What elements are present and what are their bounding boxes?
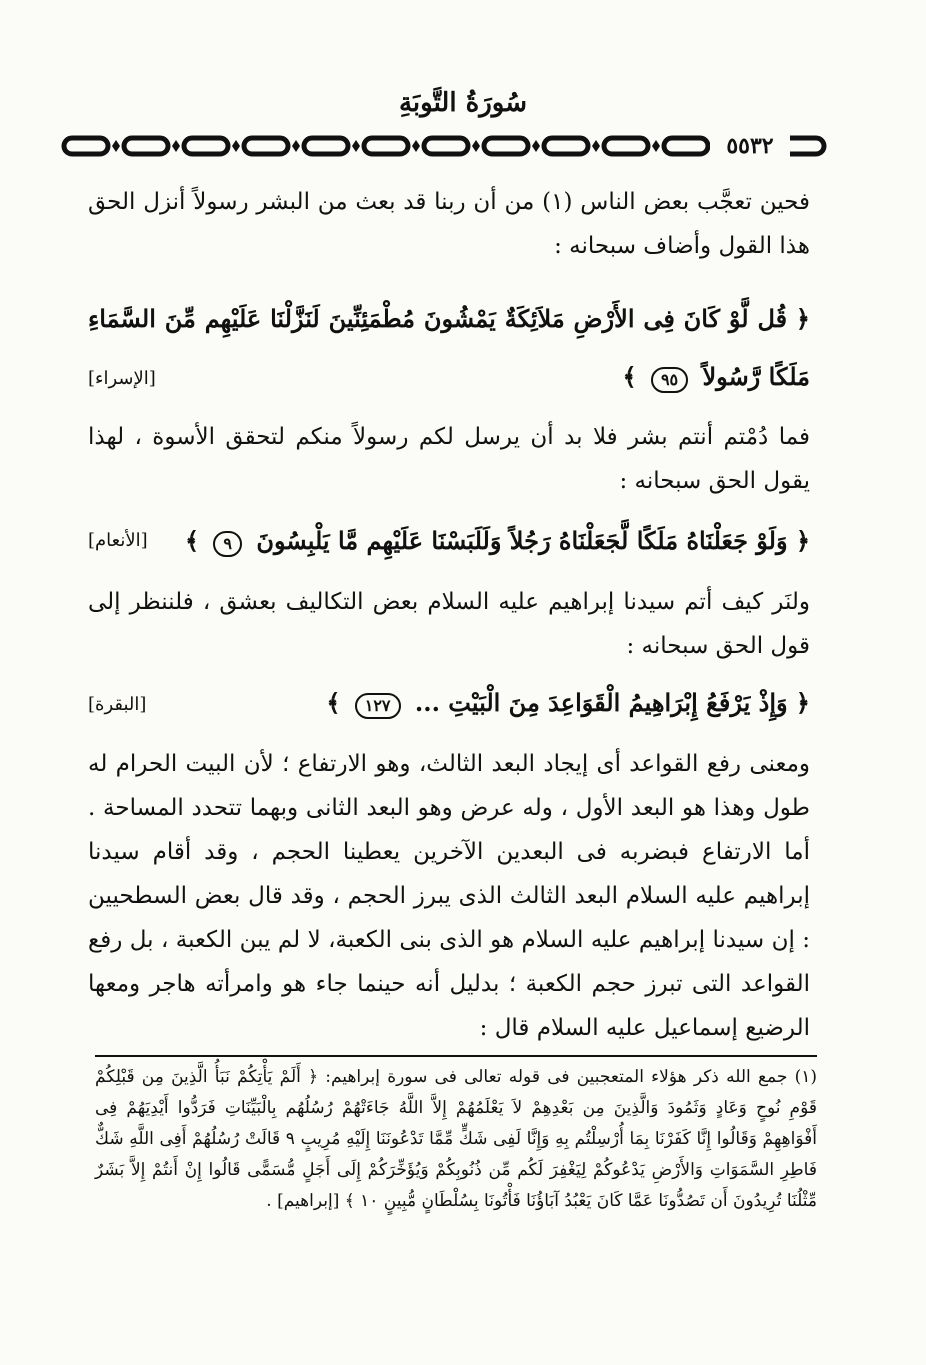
verse-source: [الإسراء]	[88, 368, 156, 389]
paragraph-1: فحين تعجَّب بعض الناس (١) من أن ربنا قد بعث من البشر رسولاً أنزل الحق هذا القول وأضاف سبحانه :	[88, 189, 810, 259]
paragraph-2: فما دُمْتم أنتم بشر فلا بد أن يرسل لكم رسولاً منكم لتحقق الأسوة ، لهذا يقول الحق سبحانه :	[88, 424, 810, 494]
quran-verse-1	[88, 290, 810, 406]
paragraph-3: ولنَر كيف أتم سيدنا إبراهيم عليه السلام بعض التكاليف بعشق ، فلننظر إلى قول الحق سبحانه :	[88, 589, 810, 659]
ayah-number-badge: ١٢٧	[355, 693, 401, 719]
verse-text: ﴿ وَإِذْ يَرْفَعُ إِبْرَاهِيمُ الْقَوَاعِدَ مِنَ الْبَيْتِ ...	[414, 688, 810, 717]
footnote-separator	[95, 1055, 817, 1057]
page-number: ٥٥٣٢	[710, 128, 790, 164]
ayah-number-badge: ٩	[213, 531, 242, 557]
surah-title: سُورَةُ التَّوبَةِ	[398, 88, 528, 118]
verse-text: ﴿ وَلَوْ جَعَلْنَاهُ مَلَكًا لَّجَعَلْنَاهُ رَجُلاً وَلَلَبَسْنَا عَلَيْهِم مَّا يَلْبِسُونَ	[256, 526, 810, 555]
quran-verse-2	[88, 512, 810, 570]
closing-bracket: ﴾	[184, 526, 199, 555]
closing-bracket: ﴾	[622, 362, 637, 391]
footnote: (١) جمع الله ذكر هؤلاء المتعجبين فى قوله تعالى فى سورة إبراهيم: ﴿ أَلَمْ يَأْتِكُمْ نَبَأُ الَّذِينَ مِن قَبْلِكُمْ قَوْمِ نُوحٍ وَعَادٍ وَثَمُودَ وَالَّذِينَ مِن بَعْدِهِمْ لاَ يَعْلَمُهُمْ إِلاَّ اللَّهُ جَاءَتْهُمْ رُسُلُهُم بِالْبَيِّنَاتِ فَرَدُّوا أَيْدِيَهُمْ فِى أَفْوَاهِهِمْ وَقَالُوا إِنَّا كَفَرْنَا بِمَا أُرْسِلْتُم بِهِ وَإِنَّا لَفِى شَكٍّ مِّمَّا تَدْعُونَنَا إِلَيْهِ مُرِيبٍ ٩ قَالَتْ رُسُلُهُمْ أَفِى اللَّهِ شَكٌّ فَاطِرِ السَّمَوَاتِ وَالأَرْضِ يَدْعُوكُمْ لِيَغْفِرَ لَكُم مِّن ذُنُوبِكُمْ وَيُؤَخِّرَكُمْ إِلَى أَجَلٍ مُّسَمًّى قَالُوا إِنْ أَنتُمْ إِلاَّ بَشَرٌ مِّثْلُنَا تُرِيدُونَ أَن تَصُدُّونَا عَمَّا كَانَ يَعْبُدُ آبَاؤُنَا فَأْتُونَا بِسُلْطَانٍ مُّبِينٍ ١٠ ﴾ [إبراهيم] .	[95, 1067, 818, 1211]
verse-text: ﴿ قُل لَّوْ كَانَ فِى الأَرْضِ مَلاَئِكَةٌ يَمْشُونَ مُطْمَئِنِّينَ لَنَزَّلْنَا عَلَيْهِم مِّنَ السَّمَاءِ مَلَكًا رَّسُولاً	[88, 304, 810, 391]
quran-verse-3	[88, 674, 810, 732]
verse-source: [الأنعام]	[88, 530, 148, 551]
verse-source: [البقرة]	[88, 694, 147, 715]
ayah-number-badge: ٩٥	[651, 367, 688, 393]
paragraph-4: ومعنى رفع القواعد أى إيجاد البعد الثالث، وهو الارتفاع ؛ لأن البيت الحرام له طول وهذا هو البعد الأول ، وله عرض وهو البعد الثانى وبهما تتحدد المساحة . أما الارتفاع فبضربه فى البعدين الآخرين يعطينا الحجم ، وقد أقام سيدنا إبراهيم عليه السلام البعد الثالث الذى يبرز الحجم ، وقد قال بعض السطحيين : إن سيدنا إبراهيم عليه السلام هو الذى بنى الكعبة، لا لم يبن الكعبة ، بل رفع القواعد التى تبرز حجم الكعبة ؛ بدليل أنه حينما جاء هو وامرأته هاجر ومعها الرضيع إسماعيل عليه السلام قال :	[88, 751, 810, 1041]
closing-bracket: ﴾	[326, 688, 341, 717]
